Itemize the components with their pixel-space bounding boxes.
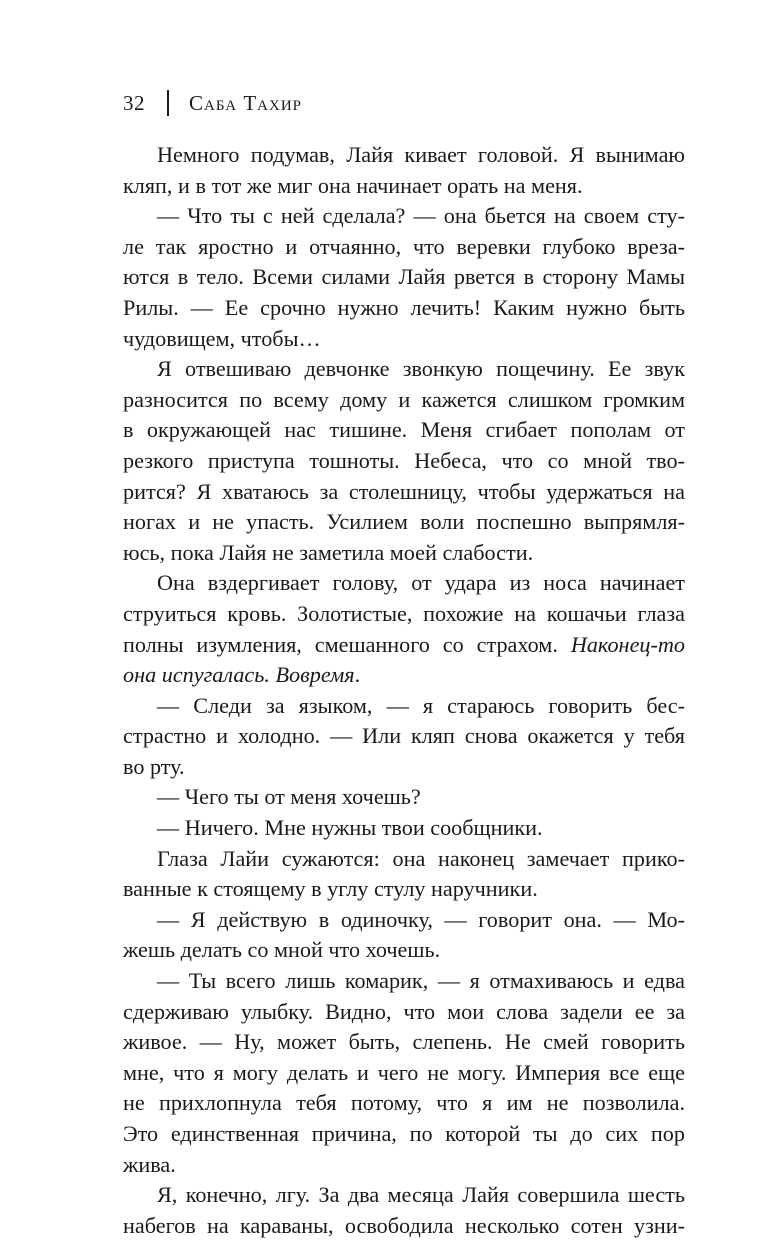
text-line (123, 507, 685, 538)
body-text (123, 140, 685, 1241)
text-line (123, 752, 685, 783)
line-text: Глаза Лайи сужаются: она наконец замечает прико- (157, 845, 685, 871)
line-text: ногах и не упасть. Усилием воли поспешно выпрямля- (123, 509, 685, 535)
text-line (123, 262, 685, 293)
line-text: полны изумления, смешанного со страхом. (123, 631, 558, 657)
text-line (123, 1088, 685, 1119)
line-text: рится? Я хватаюсь за столешницу, чтобы удержаться на (123, 478, 685, 504)
header-divider (167, 90, 169, 116)
page-number: 32 (123, 90, 145, 115)
line-text: ванные к стоящему в углу стулу наручники. (123, 876, 538, 902)
text-line (123, 813, 685, 844)
text-line (123, 966, 685, 997)
line-text: Рилы. — Ее срочно нужно лечить! Каким нужно быть (123, 294, 685, 320)
italic-text: она испугалась. Вовремя (123, 662, 355, 688)
text-line (123, 1150, 685, 1181)
text-line (123, 354, 685, 385)
line-text: — Что ты с ней сделала? — она бьется на своем сту- (157, 203, 685, 229)
text-line (123, 935, 685, 966)
text-line (123, 874, 685, 905)
line-text: чудовищем, чтобы… (123, 325, 321, 351)
line-text: струиться кровь. Золотистые, похожие на кошачьи глаза (123, 600, 685, 626)
author-name: Саба Тахир (189, 90, 303, 115)
text-line (123, 1027, 685, 1058)
line-text: жива. (123, 1151, 176, 1177)
text-line (123, 415, 685, 446)
line-text: набегов на караваны, освободила несколько сотен узни- (123, 1212, 685, 1238)
text-line (123, 477, 685, 508)
text-line (123, 905, 685, 936)
line-text: — Я действую в одиночку, — говорит она. — Мо- (157, 906, 685, 932)
text-line (123, 232, 685, 263)
line-text: Это единственная причина, по которой ты до сих пор (123, 1121, 685, 1146)
line-text: мне, что я могу делать и чего не могу. Империя все еще (123, 1059, 685, 1085)
text-line (123, 568, 685, 599)
line-text: страстно и холодно. — Или кляп снова окажется у тебя (123, 723, 685, 749)
line-text: юсь, пока Лайя не заметила моей слабости. (123, 539, 534, 565)
text-line (123, 782, 685, 813)
line-text: в окружающей нас тишине. Меня сгибает пополам от (123, 417, 685, 443)
text-line (123, 324, 685, 355)
line-text: ются в тело. Всеми силами Лайя рвется в сторону Мамы (123, 264, 685, 290)
line-text: Немного подумав, Лайя кивает головой. Я вынимаю (157, 142, 685, 167)
text-line (123, 171, 685, 202)
text-line (123, 630, 685, 661)
text-line (123, 1211, 685, 1241)
line-text: кляп, и в тот же миг она начинает орать на меня. (123, 172, 583, 198)
text-line (123, 1180, 685, 1211)
text-line (123, 660, 685, 691)
text-line (123, 1119, 685, 1150)
line-text: резкого приступа тошноты. Небеса, что со мной тво- (123, 447, 685, 473)
line-text: — Ты всего лишь комарик, — я отмахиваюсь и едва (157, 968, 685, 994)
text-line (123, 385, 685, 416)
text-line (123, 844, 685, 875)
line-text: сдерживаю улыбку. Видно, что мои слова задели ее за (123, 998, 685, 1024)
text-line (123, 1058, 685, 1089)
running-head (123, 88, 302, 118)
line-text: живое. — Ну, может быть, слепень. Не смей говорить (123, 1029, 685, 1055)
line-text: — Чего ты от меня хочешь? (157, 784, 421, 810)
italic-text: Наконец-то (570, 631, 686, 657)
text-line (123, 293, 685, 324)
text-line (123, 140, 685, 171)
line-text: — Следи за языком, — я стараюсь говорить бес- (157, 692, 685, 718)
line-text: Я, конечно, лгу. За два месяца Лайя совершила шесть (157, 1182, 685, 1208)
text-line (123, 721, 685, 752)
text-line (123, 201, 685, 232)
line-text: не прихлопнула тебя потому, что я им не позволила. (123, 1090, 685, 1116)
line-text: ле так яростно и отчаянно, что веревки глубоко вреза- (123, 233, 685, 259)
line-tail: . (354, 662, 361, 688)
line-text: жешь делать со мной что хочешь. (123, 937, 441, 963)
text-line (123, 538, 685, 569)
line-text: Я отвешиваю девчонке звонкую пощечину. Ее звук (157, 356, 685, 382)
line-text: разносится по всему дому и кажется слишком громким (123, 386, 685, 412)
text-line (123, 997, 685, 1028)
text-line (123, 691, 685, 722)
text-line (123, 446, 685, 477)
line-text: — Ничего. Мне нужны твои сообщники. (157, 815, 543, 841)
line-text: во рту. (123, 753, 185, 779)
text-line (123, 599, 685, 630)
line-text: Она вздергивает голову, от удара из носа начинает (157, 570, 685, 596)
